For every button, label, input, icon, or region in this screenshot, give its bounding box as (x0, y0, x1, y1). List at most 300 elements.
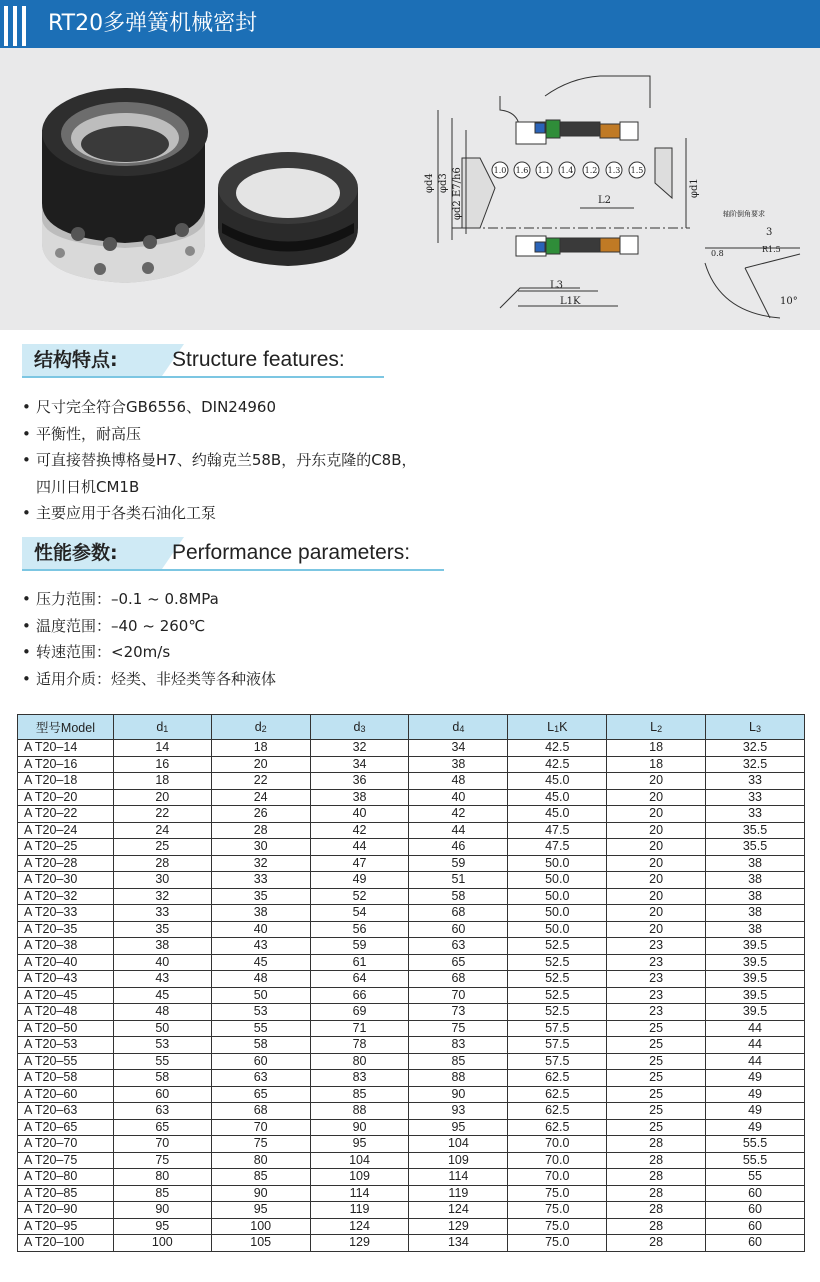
model-cell: A T20–25 (18, 839, 114, 856)
value-cell: 52.5 (508, 954, 607, 971)
table-row (18, 855, 805, 872)
svg-text:1.3: 1.3 (607, 166, 621, 175)
value-cell: 50 (113, 1020, 211, 1037)
value-cell: 59 (409, 855, 508, 872)
column-header: d4 (409, 715, 508, 740)
product-hero (0, 48, 820, 330)
value-cell: 70 (409, 987, 508, 1004)
list-item: • 平衡性，耐高压 (22, 421, 417, 448)
model-cell: A T20–53 (18, 1037, 114, 1054)
value-cell: 49 (706, 1103, 805, 1120)
value-cell: 52.5 (508, 987, 607, 1004)
value-cell: 70 (113, 1136, 211, 1153)
column-header: d1 (113, 715, 211, 740)
value-cell: 22 (211, 773, 310, 790)
value-cell: 44 (706, 1037, 805, 1054)
value-cell: 70 (211, 1119, 310, 1136)
value-cell: 60 (706, 1235, 805, 1252)
performance-title-en: Performance parameters: (172, 541, 411, 564)
value-cell: 60 (706, 1218, 805, 1235)
value-cell: 57.5 (508, 1020, 607, 1037)
value-cell: 18 (113, 773, 211, 790)
value-cell: 40 (211, 921, 310, 938)
value-cell: 83 (310, 1070, 409, 1087)
value-cell: 28 (607, 1218, 706, 1235)
structure-section-head (22, 344, 387, 378)
value-cell: 44 (409, 822, 508, 839)
value-cell: 104 (409, 1136, 508, 1153)
table-row (18, 740, 805, 757)
value-cell: 80 (310, 1053, 409, 1070)
model-cell: A T20–50 (18, 1020, 114, 1037)
model-cell: A T20–85 (18, 1185, 114, 1202)
structure-title-cn: 结构特点: (34, 349, 118, 371)
value-cell: 55.5 (706, 1152, 805, 1169)
value-cell: 39.5 (706, 971, 805, 988)
value-cell: 34 (310, 756, 409, 773)
value-cell: 52.5 (508, 1004, 607, 1021)
value-cell: 88 (409, 1070, 508, 1087)
value-cell: 20 (607, 839, 706, 856)
value-cell: 100 (113, 1235, 211, 1252)
value-cell: 60 (409, 921, 508, 938)
dim-r15: R1.5 (762, 245, 781, 254)
value-cell: 105 (211, 1235, 310, 1252)
value-cell: 75 (409, 1020, 508, 1037)
column-header: L3 (706, 715, 805, 740)
model-cell: A T20–100 (18, 1235, 114, 1252)
column-header: d2 (211, 715, 310, 740)
value-cell: 90 (113, 1202, 211, 1219)
list-item: • 可直接替换博格曼H7、约翰克兰58B，丹东克隆的C8B， (22, 447, 417, 474)
model-cell: A T20–30 (18, 872, 114, 889)
value-cell: 49 (706, 1070, 805, 1087)
seal-assembly-photo (42, 88, 208, 283)
value-cell: 39.5 (706, 938, 805, 955)
value-cell: 33 (706, 806, 805, 823)
svg-text:1.0: 1.0 (493, 166, 507, 175)
value-cell: 25 (607, 1070, 706, 1087)
value-cell: 20 (607, 789, 706, 806)
structure-title-en: Structure features: (172, 348, 345, 371)
value-cell: 109 (409, 1152, 508, 1169)
value-cell: 68 (211, 1103, 310, 1120)
value-cell: 38 (211, 905, 310, 922)
table-header-row (18, 715, 805, 740)
value-cell: 20 (607, 888, 706, 905)
value-cell: 35 (113, 921, 211, 938)
value-cell: 70.0 (508, 1152, 607, 1169)
value-cell: 32.5 (706, 756, 805, 773)
value-cell: 65 (211, 1086, 310, 1103)
value-cell: 51 (409, 872, 508, 889)
value-cell: 32 (211, 855, 310, 872)
value-cell: 25 (607, 1119, 706, 1136)
value-cell: 33 (211, 872, 310, 889)
value-cell: 68 (409, 971, 508, 988)
value-cell: 33 (706, 773, 805, 790)
value-cell: 129 (409, 1218, 508, 1235)
dim-08: 0.8 (711, 249, 724, 258)
value-cell: 124 (409, 1202, 508, 1219)
value-cell: 39.5 (706, 954, 805, 971)
value-cell: 75 (113, 1152, 211, 1169)
value-cell: 32 (310, 740, 409, 757)
table-row (18, 1020, 805, 1037)
value-cell: 75.0 (508, 1185, 607, 1202)
value-cell: 80 (113, 1169, 211, 1186)
value-cell: 28 (607, 1152, 706, 1169)
value-cell: 85 (113, 1185, 211, 1202)
model-cell: A T20–38 (18, 938, 114, 955)
list-item: • 尺寸完全符合GB6556、DIN24960 (22, 394, 417, 421)
table-row (18, 921, 805, 938)
table-row (18, 1235, 805, 1252)
model-cell: A T20–40 (18, 954, 114, 971)
model-cell: A T20–63 (18, 1103, 114, 1120)
value-cell: 47.5 (508, 822, 607, 839)
value-cell: 114 (310, 1185, 409, 1202)
value-cell: 44 (310, 839, 409, 856)
value-cell: 39.5 (706, 1004, 805, 1021)
list-item: • 主要应用于各类石油化工泵 (22, 500, 417, 527)
model-cell: A T20–24 (18, 822, 114, 839)
value-cell: 38 (706, 905, 805, 922)
value-cell: 18 (607, 740, 706, 757)
dim-l2: L2 (598, 195, 612, 206)
value-cell: 44 (706, 1020, 805, 1037)
value-cell: 45.0 (508, 789, 607, 806)
value-cell: 52.5 (508, 971, 607, 988)
value-cell: 40 (310, 806, 409, 823)
value-cell: 38 (706, 872, 805, 889)
model-cell: A T20–80 (18, 1169, 114, 1186)
table-row (18, 773, 805, 790)
value-cell: 49 (310, 872, 409, 889)
value-cell: 61 (310, 954, 409, 971)
dim-angle: 10° (780, 296, 798, 307)
table-row (18, 1136, 805, 1153)
table-row (18, 1086, 805, 1103)
value-cell: 48 (113, 1004, 211, 1021)
value-cell: 38 (310, 789, 409, 806)
model-cell: A T20–14 (18, 740, 114, 757)
value-cell: 40 (113, 954, 211, 971)
value-cell: 55 (706, 1169, 805, 1186)
model-cell: A T20–33 (18, 905, 114, 922)
table-row (18, 806, 805, 823)
value-cell: 33 (706, 789, 805, 806)
value-cell: 124 (310, 1218, 409, 1235)
value-cell: 50.0 (508, 888, 607, 905)
value-cell: 90 (211, 1185, 310, 1202)
table-row (18, 1053, 805, 1070)
table-row (18, 1152, 805, 1169)
value-cell: 55.5 (706, 1136, 805, 1153)
value-cell: 20 (113, 789, 211, 806)
table-row (18, 905, 805, 922)
table-row (18, 888, 805, 905)
value-cell: 55 (211, 1020, 310, 1037)
value-cell: 63 (211, 1070, 310, 1087)
value-cell: 100 (211, 1218, 310, 1235)
column-header: L2 (607, 715, 706, 740)
value-cell: 45.0 (508, 773, 607, 790)
value-cell: 25 (607, 1053, 706, 1070)
value-cell: 16 (113, 756, 211, 773)
spec-table (17, 714, 805, 1252)
svg-text:1.6: 1.6 (515, 166, 529, 175)
value-cell: 65 (113, 1119, 211, 1136)
chamfer-note: 轴阶倒角要求 (723, 210, 765, 218)
model-cell: A T20–60 (18, 1086, 114, 1103)
value-cell: 32.5 (706, 740, 805, 757)
product-illustration (0, 48, 820, 330)
table-row (18, 822, 805, 839)
table-row (18, 938, 805, 955)
model-cell: A T20–28 (18, 855, 114, 872)
value-cell: 62.5 (508, 1119, 607, 1136)
model-cell: A T20–58 (18, 1070, 114, 1087)
model-cell: A T20–70 (18, 1136, 114, 1153)
table-row (18, 1103, 805, 1120)
performance-list (22, 586, 276, 692)
table-row (18, 1218, 805, 1235)
value-cell: 66 (310, 987, 409, 1004)
value-cell: 62.5 (508, 1086, 607, 1103)
value-cell: 119 (409, 1185, 508, 1202)
value-cell: 129 (310, 1235, 409, 1252)
value-cell: 45 (113, 987, 211, 1004)
value-cell: 28 (211, 822, 310, 839)
value-cell: 20 (607, 905, 706, 922)
value-cell: 25 (113, 839, 211, 856)
value-cell: 49 (706, 1119, 805, 1136)
table-row (18, 1185, 805, 1202)
value-cell: 46 (409, 839, 508, 856)
performance-section-head (22, 537, 447, 571)
table-row (18, 756, 805, 773)
value-cell: 70.0 (508, 1169, 607, 1186)
value-cell: 58 (211, 1037, 310, 1054)
value-cell: 25 (607, 1086, 706, 1103)
value-cell: 44 (706, 1053, 805, 1070)
value-cell: 48 (211, 971, 310, 988)
value-cell: 45.0 (508, 806, 607, 823)
value-cell: 60 (211, 1053, 310, 1070)
header-bars-decoration (0, 6, 30, 46)
value-cell: 35.5 (706, 822, 805, 839)
dim-d4: φd4 (424, 173, 435, 193)
model-cell: A T20–48 (18, 1004, 114, 1021)
model-cell: A T20–90 (18, 1202, 114, 1219)
value-cell: 68 (409, 905, 508, 922)
value-cell: 95 (113, 1218, 211, 1235)
value-cell: 36 (310, 773, 409, 790)
value-cell: 47.5 (508, 839, 607, 856)
value-cell: 134 (409, 1235, 508, 1252)
value-cell: 18 (211, 740, 310, 757)
value-cell: 28 (607, 1235, 706, 1252)
value-cell: 58 (409, 888, 508, 905)
value-cell: 90 (409, 1086, 508, 1103)
value-cell: 42 (409, 806, 508, 823)
value-cell: 25 (607, 1020, 706, 1037)
value-cell: 28 (113, 855, 211, 872)
value-cell: 59 (310, 938, 409, 955)
value-cell: 20 (607, 872, 706, 889)
table-row (18, 1037, 805, 1054)
value-cell: 48 (409, 773, 508, 790)
value-cell: 28 (607, 1136, 706, 1153)
value-cell: 95 (310, 1136, 409, 1153)
value-cell: 35.5 (706, 839, 805, 856)
value-cell: 34 (409, 740, 508, 757)
model-cell: A T20–43 (18, 971, 114, 988)
value-cell: 83 (409, 1037, 508, 1054)
value-cell: 64 (310, 971, 409, 988)
table-row (18, 987, 805, 1004)
table-row (18, 954, 805, 971)
value-cell: 95 (409, 1119, 508, 1136)
value-cell: 60 (113, 1086, 211, 1103)
value-cell: 49 (706, 1086, 805, 1103)
table-row (18, 1202, 805, 1219)
value-cell: 20 (607, 806, 706, 823)
value-cell: 45 (211, 954, 310, 971)
model-cell: A T20–16 (18, 756, 114, 773)
value-cell: 28 (607, 1169, 706, 1186)
value-cell: 95 (211, 1202, 310, 1219)
structure-features-list (22, 394, 417, 527)
value-cell: 62.5 (508, 1103, 607, 1120)
model-cell: A T20–20 (18, 789, 114, 806)
value-cell: 60 (706, 1202, 805, 1219)
value-cell: 54 (310, 905, 409, 922)
dim-chamfer-3: 3 (766, 227, 773, 238)
value-cell: 69 (310, 1004, 409, 1021)
dim-d2: φd2 E7/h6 (452, 167, 463, 220)
value-cell: 23 (607, 954, 706, 971)
list-item: • 适用介质：烃类、非烃类等各种液体 (22, 666, 276, 693)
table-row (18, 1070, 805, 1087)
svg-text:1.5: 1.5 (630, 166, 644, 175)
model-cell: A T20–55 (18, 1053, 114, 1070)
dim-l3: L3 (550, 280, 564, 291)
column-header: d3 (310, 715, 409, 740)
value-cell: 24 (211, 789, 310, 806)
value-cell: 109 (310, 1169, 409, 1186)
value-cell: 23 (607, 987, 706, 1004)
value-cell: 56 (310, 921, 409, 938)
value-cell: 22 (113, 806, 211, 823)
value-cell: 28 (607, 1202, 706, 1219)
value-cell: 50.0 (508, 855, 607, 872)
value-cell: 85 (310, 1086, 409, 1103)
value-cell: 55 (113, 1053, 211, 1070)
dim-d1: φd1 (689, 178, 700, 198)
value-cell: 80 (211, 1152, 310, 1169)
table-row (18, 1004, 805, 1021)
page-title: RT20多弹簧机械密封 (48, 11, 258, 36)
value-cell: 75.0 (508, 1218, 607, 1235)
value-cell: 63 (113, 1103, 211, 1120)
value-cell: 20 (607, 921, 706, 938)
value-cell: 52 (310, 888, 409, 905)
value-cell: 78 (310, 1037, 409, 1054)
value-cell: 65 (409, 954, 508, 971)
value-cell: 38 (706, 855, 805, 872)
value-cell: 71 (310, 1020, 409, 1037)
value-cell: 114 (409, 1169, 508, 1186)
model-cell: A T20–35 (18, 921, 114, 938)
value-cell: 85 (211, 1169, 310, 1186)
value-cell: 26 (211, 806, 310, 823)
table-row (18, 872, 805, 889)
value-cell: 104 (310, 1152, 409, 1169)
value-cell: 73 (409, 1004, 508, 1021)
value-cell: 38 (706, 921, 805, 938)
model-cell: A T20–22 (18, 806, 114, 823)
value-cell: 39.5 (706, 987, 805, 1004)
list-item: 四川日机CM1B (36, 477, 140, 496)
value-cell: 57.5 (508, 1053, 607, 1070)
value-cell: 24 (113, 822, 211, 839)
value-cell: 75 (211, 1136, 310, 1153)
value-cell: 47 (310, 855, 409, 872)
value-cell: 18 (607, 756, 706, 773)
value-cell: 50 (211, 987, 310, 1004)
value-cell: 53 (211, 1004, 310, 1021)
value-cell: 33 (113, 905, 211, 922)
value-cell: 43 (113, 971, 211, 988)
value-cell: 28 (607, 1185, 706, 1202)
value-cell: 50.0 (508, 872, 607, 889)
list-item: • 转速范围：<20m/s (22, 639, 276, 666)
model-cell: A T20–75 (18, 1152, 114, 1169)
svg-text:1.2: 1.2 (584, 166, 598, 175)
value-cell: 30 (211, 839, 310, 856)
table-row (18, 1119, 805, 1136)
svg-text:1.1: 1.1 (537, 166, 551, 175)
model-cell: A T20–32 (18, 888, 114, 905)
value-cell: 35 (211, 888, 310, 905)
value-cell: 75.0 (508, 1235, 607, 1252)
list-item: • 温度范围：–40 ~ 260℃ (22, 613, 276, 640)
technical-drawing (438, 76, 800, 318)
value-cell: 42 (310, 822, 409, 839)
value-cell: 50.0 (508, 921, 607, 938)
value-cell: 60 (706, 1185, 805, 1202)
value-cell: 57.5 (508, 1037, 607, 1054)
seat-ring-photo (218, 152, 358, 266)
svg-text:1.4: 1.4 (560, 166, 574, 175)
table-row (18, 1169, 805, 1186)
value-cell: 25 (607, 1037, 706, 1054)
dim-l1k: L1K (560, 296, 581, 307)
value-cell: 20 (607, 773, 706, 790)
value-cell: 119 (310, 1202, 409, 1219)
value-cell: 20 (607, 822, 706, 839)
value-cell: 38 (409, 756, 508, 773)
model-cell: A T20–95 (18, 1218, 114, 1235)
value-cell: 30 (113, 872, 211, 889)
value-cell: 32 (113, 888, 211, 905)
value-cell: 53 (113, 1037, 211, 1054)
model-cell: A T20–45 (18, 987, 114, 1004)
value-cell: 85 (409, 1053, 508, 1070)
value-cell: 38 (113, 938, 211, 955)
